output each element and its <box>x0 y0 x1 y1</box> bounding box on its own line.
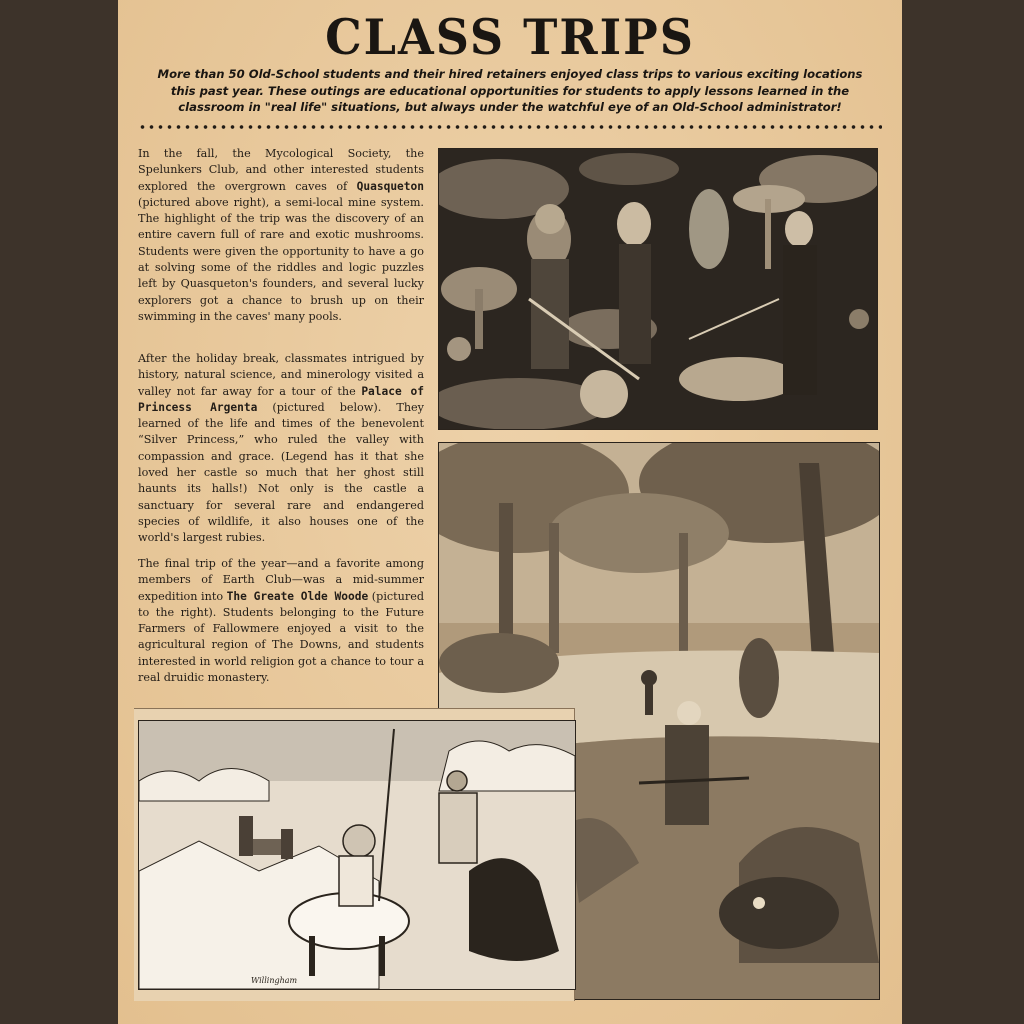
p1-text-before: In the fall, the Mycological Society, the Spelunkers Club, and other interested students explored the overgrown caves of <box>138 147 424 193</box>
place-name-argenta: Palace of Princess Argenta <box>138 384 424 414</box>
p3-text-before: The final trip of the year—and a favorite among members of Earth Club—was a mid-summer expedition into <box>138 557 424 603</box>
p2-text-after: (pictured below). They learned of the life and times of the benevolent “Silver Princess,” who ruled the valley with compassion and grace. (Legend has it that she loved her castle so much that her ghost still haunts its halls!) Not only is the castle a sanctuary for several rare and endangered species of wildlife, it also houses one of the world's largest rubies. <box>138 400 424 545</box>
cavern-illustration <box>438 148 878 430</box>
dotted-divider <box>138 123 882 131</box>
p3-text-after: (pictured to the right). Students belonging to the Future Farmers of Fallowmere enjoyed a visit to the agricultural region of The Downs, and students interested in world religion got a chance to tour a real druidic monastery. <box>138 589 424 685</box>
page-title: CLASS TRIPS <box>325 8 695 66</box>
p2-text-before: After the holiday break, classmates intrigued by history, natural science, and minerology visited a valley not far away for a tour of the <box>138 352 424 398</box>
place-name-woode: The Greate Olde Woode <box>226 589 369 603</box>
p1-text-after: (pictured above right), a semi-local mine system. The highlight of the trip was the discovery of an entire cavern full of rare and exotic mushrooms. Students were given the opportunity to have a go at solving some of the riddles and logic puzzles left by Quasqueton's founders, and several lucky explorers got a chance to brush up on their swimming in the caves' many pools. <box>138 195 424 323</box>
paragraph-argenta <box>138 351 424 547</box>
paragraph-woode <box>138 556 424 686</box>
place-name-quasqueton: Quasqueton <box>356 179 424 193</box>
cavern-drawing <box>439 149 877 429</box>
paragraph-quasqueton <box>138 146 424 325</box>
magazine-page <box>118 0 902 1024</box>
castle-illustration <box>138 720 576 990</box>
artist-signature: Willingham <box>251 976 298 985</box>
castle-drawing <box>139 721 575 989</box>
intro-text: More than 50 Old-School students and their hired retainers enjoyed class trips to various exciting locations this past year. These outings are educational opportunities for students to apply lessons learned in the classroom in "real life" situations, but always under the watchful eye of an Old-School administrator! <box>157 67 863 114</box>
